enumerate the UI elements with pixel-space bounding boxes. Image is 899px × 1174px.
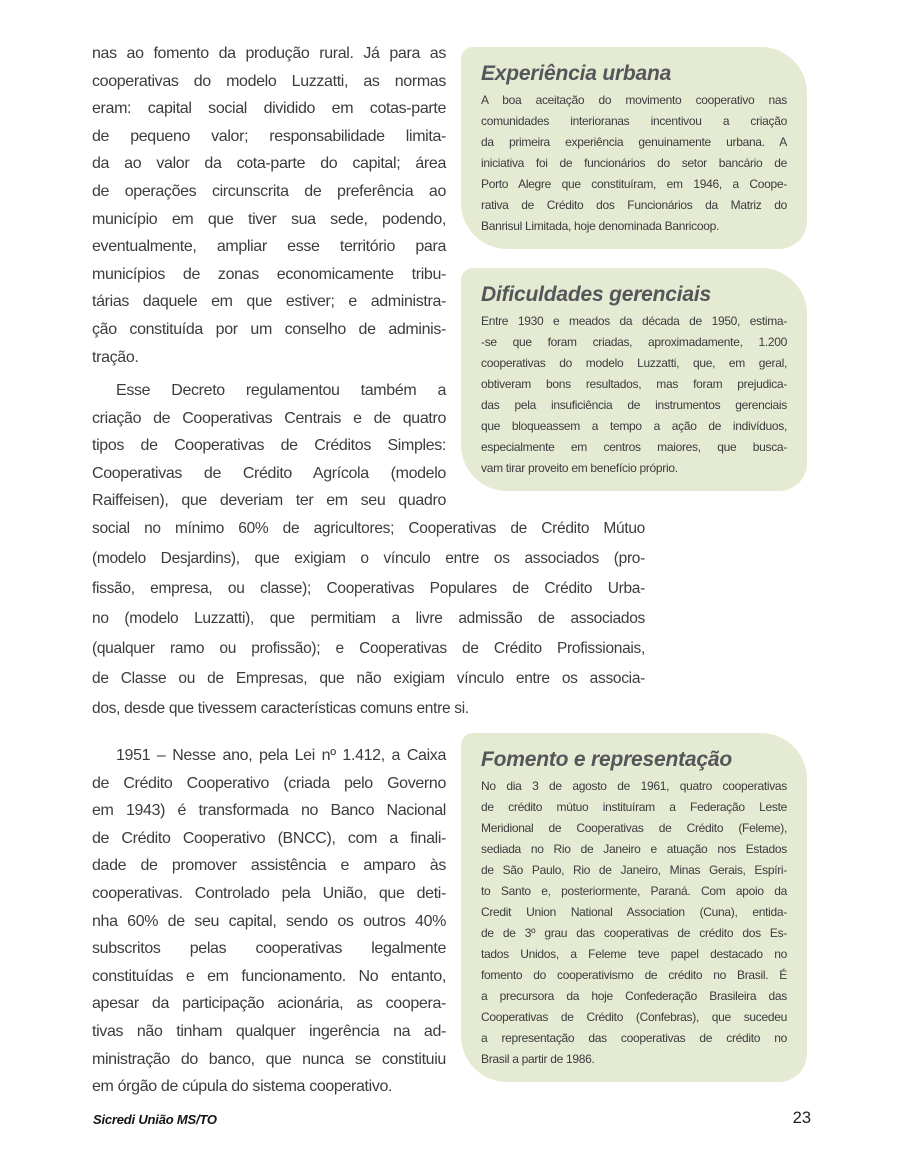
text-line: (modelo Desjardins), que exigiam o vínculo entre os associados (pro- [92,550,645,567]
text-line: tração. [92,348,139,366]
text-line: das pela insuficiência de instrumentos gerenciais [481,398,787,412]
text-line: Credit Union National Association (Cuna), entida- [481,905,787,919]
text-line: eventualmente, ampliar esse território para [92,238,446,256]
body-paragraph-decreto [92,377,446,515]
text-line: constituídas e em funcionamento. No entanto, [92,967,446,985]
infobox-body-dificuldades-gerenciais [481,311,787,479]
text-line: Brasil a partir de 1986. [481,1052,595,1066]
text-line: Entre 1930 e meados da década de 1950, estima- [481,314,787,328]
infobox-dificuldades-gerenciais [461,268,807,491]
text-line: em 1943) é transformada no Banco Nacional [92,802,446,820]
text-line: dos, desde que tivessem características comuns entre si. [92,700,469,717]
text-line: que bloqueassem a tempo a ação de indivíduos, [481,419,787,433]
text-line: fomento do cooperativismo de crédito no Brasil. É [481,968,787,982]
text-line: no (modelo Luzzatti), que permitiam a livre admissão de associados [92,610,645,627]
text-line: iniciativa foi de funcionários do setor bancário de [481,156,787,170]
infobox-title-dificuldades-gerenciais: Dificuldades gerenciais [481,283,711,306]
text-line: criação de Cooperativas Centrais e de quatro [92,409,446,427]
text-line: a precursora da hoje Confederação Brasileira das [481,989,787,1003]
text-line: vam tirar proveito em benefício próprio. [481,461,678,475]
text-line: especialmente em centros maiores, que busca- [481,440,787,454]
infobox-fomento-representacao [461,733,807,1082]
text-line: em órgão de cúpula do sistema cooperativo. [92,1078,393,1096]
body-paragraph-1951 [92,742,446,1101]
text-line: fissão, empresa, ou classe); Cooperativas Populares de Crédito Urba- [92,580,645,597]
text-line: dade de promover assistência e amparo às [92,857,446,875]
text-line: de crédito mútuo instituíram a Federação Leste [481,800,787,814]
infobox-body-experiencia-urbana [481,90,787,237]
text-line: -se que foram criadas, aproximadamente, 1.200 [481,335,787,349]
text-line: de pequeno valor; responsabilidade limita- [92,127,446,145]
text-line: tárias daquele em que estiver; e administra- [92,293,446,311]
text-line: A boa aceitação do movimento cooperativo nas [481,93,787,107]
body-paragraph-wide [92,514,645,724]
text-line: apesar da participação acionária, as coopera- [92,995,446,1013]
footer-page-number: 23 [792,1109,811,1127]
text-line: nha 60% de seu capital, sendo os outros 40% [92,912,446,930]
text-line: social no mínimo 60% de agricultores; Cooperativas de Crédito Mútuo [92,520,645,537]
text-line: cooperativas do modelo Luzzatti, que, em geral, [481,356,787,370]
text-line: cooperativas. Controlado pela União, que deti- [92,884,446,902]
text-line: a representação das cooperativas de crédito no [481,1031,787,1045]
text-line: de de 3º grau das cooperativas de crédito dos Es- [481,926,787,940]
text-line: cooperativas do modelo Luzzatti, as normas [92,72,446,90]
text-line: município em que tiver sua sede, podendo, [92,210,446,228]
text-line: eram: capital social dividido em cotas-parte [92,100,446,118]
body-paragraph-continuation [92,40,446,371]
text-line: (qualquer ramo ou profissão); e Cooperativas de Crédito Profissionais, [92,640,645,657]
text-line: de São Paulo, Rio de Janeiro, Minas Gerais, Espíri- [481,863,787,877]
text-line: Porto Alegre que constituíram, em 1946, a Coope- [481,177,787,191]
text-line: tivas não tinham qualquer ingerência na ad- [92,1022,446,1040]
text-line: de operações circunscrita de preferência ao [92,182,446,200]
text-line: tipos de Cooperativas de Créditos Simples: [92,437,446,455]
infobox-body-fomento-representacao [481,776,787,1070]
text-line: rativa de Crédito dos Funcionários da Matriz do [481,198,787,212]
text-line: Cooperativas de Crédito (Confebras), que sucedeu [481,1010,787,1024]
text-line: to Santo e, posteriormente, Paraná. Com apoio da [481,884,787,898]
text-line: de Crédito Cooperativo (BNCC), com a finali- [92,829,446,847]
text-line: de Crédito Cooperativo (criada pelo Governo [92,774,446,792]
text-line: Cooperativas de Crédito Agrícola (modelo [92,464,446,482]
text-line: de Classe ou de Empresas, que não exigiam vínculo entre os associa- [92,670,645,687]
text-line: subscritos pelas cooperativas legalmente [92,940,446,958]
text-line: No dia 3 de agosto de 1961, quatro cooperativas [481,779,787,793]
text-line: sediada no Rio de Janeiro e atuação nos Estados [481,842,787,856]
text-line: Esse Decreto regulamentou também a [116,382,446,399]
infobox-title-fomento-representacao: Fomento e representação [481,748,732,771]
text-line: comunidades interioranas incentivou a criação [481,114,787,128]
text-line: obtiveram bons resultados, mas foram prejudica- [481,377,787,391]
infobox-title-experiencia-urbana: Experiência urbana [481,62,672,85]
text-line: da ao valor da cota-parte do capital; área [92,155,446,173]
infobox-experiencia-urbana [461,47,807,249]
text-line: Banrisul Limitada, hoje denominada Banricoop. [481,219,719,233]
text-line: tados Unidos, a Feleme teve papel destacado no [481,947,787,961]
text-line: da primeira experiência genuinamente urbana. A [481,135,787,149]
footer-book-title: Sicredi União MS/TO [93,1112,217,1127]
text-line: ção constituída por um conselho de adminis- [92,320,446,338]
text-line: nas ao fomento da produção rural. Já para as [92,45,446,62]
text-line: 1951 – Nesse ano, pela Lei nº 1.412, a Caixa [116,747,446,764]
text-line: municípios de zonas economicamente tribu- [92,265,446,283]
text-line: Meridional de Cooperativas de Crédito (Feleme), [481,821,787,835]
text-line: ministração do banco, que nunca se constituiu [92,1050,446,1068]
text-line: Raiffeisen), que deveriam ter em seu quadro [92,492,446,510]
